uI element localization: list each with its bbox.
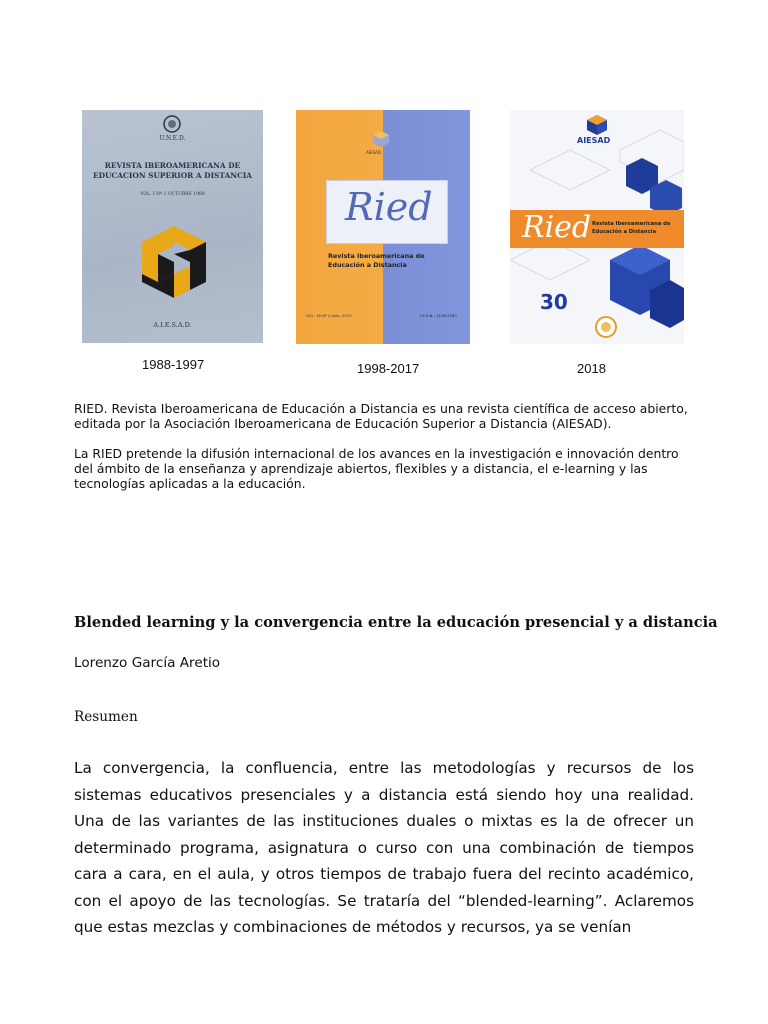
aiesad-cube-logo-icon xyxy=(124,212,224,312)
intro-paragraph-2: La RIED pretende la difusión internacional de los avances en la investigación e innovación dentro del ámbito de la enseñanza y aprendizaje abiertos, flexibles y a distancia, el e-learning y las tecnologías aplicadas a la educación. xyxy=(74,446,679,491)
cover-3-subtitle-line1: Revista Iberoamericana de xyxy=(592,221,671,227)
section-heading: Resumen xyxy=(74,709,138,725)
cover-3-publisher: AIESAD xyxy=(577,136,611,145)
cover-3-badge: 30 xyxy=(540,290,568,314)
cover-2018 xyxy=(510,110,684,344)
seal-icon xyxy=(594,315,618,339)
caption-2018: 2018 xyxy=(577,361,606,376)
cover-2-subtitle-line1: Revista Iberoamericana de xyxy=(328,252,425,260)
cover-1-title-line1: REVISTA IBEROAMERICANA DE xyxy=(104,161,241,170)
aiesad-logo-icon xyxy=(586,114,608,136)
cover-2-panel xyxy=(326,180,448,244)
cover-2-issn: I.S.S.N.: 1138-2783 xyxy=(420,313,457,318)
cover-1988 xyxy=(82,110,263,343)
cover-3-band xyxy=(510,210,684,248)
cover-1-volume: VOL. I Nº 1 OCTUBRE 1988 xyxy=(140,192,205,197)
cover-2-publisher: AIESAD xyxy=(366,150,381,155)
aiesad-small-logo-icon xyxy=(372,130,390,148)
uned-seal-icon xyxy=(162,114,182,134)
cover-2-subtitle-line2: Educación a Distancia xyxy=(328,261,407,269)
cover-3-subtitle-line2: Educación a Distancia xyxy=(592,229,656,235)
article-body: La convergencia, la confluencia, entre las metodologías y recursos de los sistemas educativos presenciales y a distancia está siendo hoy una realidad. Una de las variantes de las instituciones duales o mixtas es la de ofrecer un determinado programa, asignatura o curso con una combinación de tiempos cara a cara, en el aula, y otros tiempos de trabajo fuera del recinto académico, con el apoyo de las tecnologías. Se trataría del “blended-learning”. Aclaremos que estas mezclas y combinaciones de métodos y recursos, ya se venían xyxy=(74,759,694,936)
caption-1998-2017: 1998-2017 xyxy=(357,361,420,376)
article-author: Lorenzo García Aretio xyxy=(74,655,221,671)
cover-3-logo-text: Ried xyxy=(522,210,592,245)
cover-2-logo-text: Ried xyxy=(345,185,433,229)
cover-1-header: U.N.E.D. xyxy=(159,135,186,142)
cover-1-footer: A.I.E.S.A.D. xyxy=(153,321,192,329)
caption-1988-1997: 1988-1997 xyxy=(142,357,205,372)
article-title: Blended learning y la convergencia entre la educación presencial y a distancia xyxy=(74,614,718,631)
intro-paragraph-1: RIED. Revista Iberoamericana de Educación a Distancia es una revista científica de acceso abierto, editada por la Asociación Iberoamericana de Educación Superior a Distancia (AIESAD). xyxy=(74,401,688,431)
cover-1-title-line2: EDUCACION SUPERIOR A DISTANCIA xyxy=(92,171,253,180)
cover-1998 xyxy=(296,110,470,344)
cover-2-volume: VOL. 16 Nº 2 Julio, 2013 xyxy=(306,313,352,318)
